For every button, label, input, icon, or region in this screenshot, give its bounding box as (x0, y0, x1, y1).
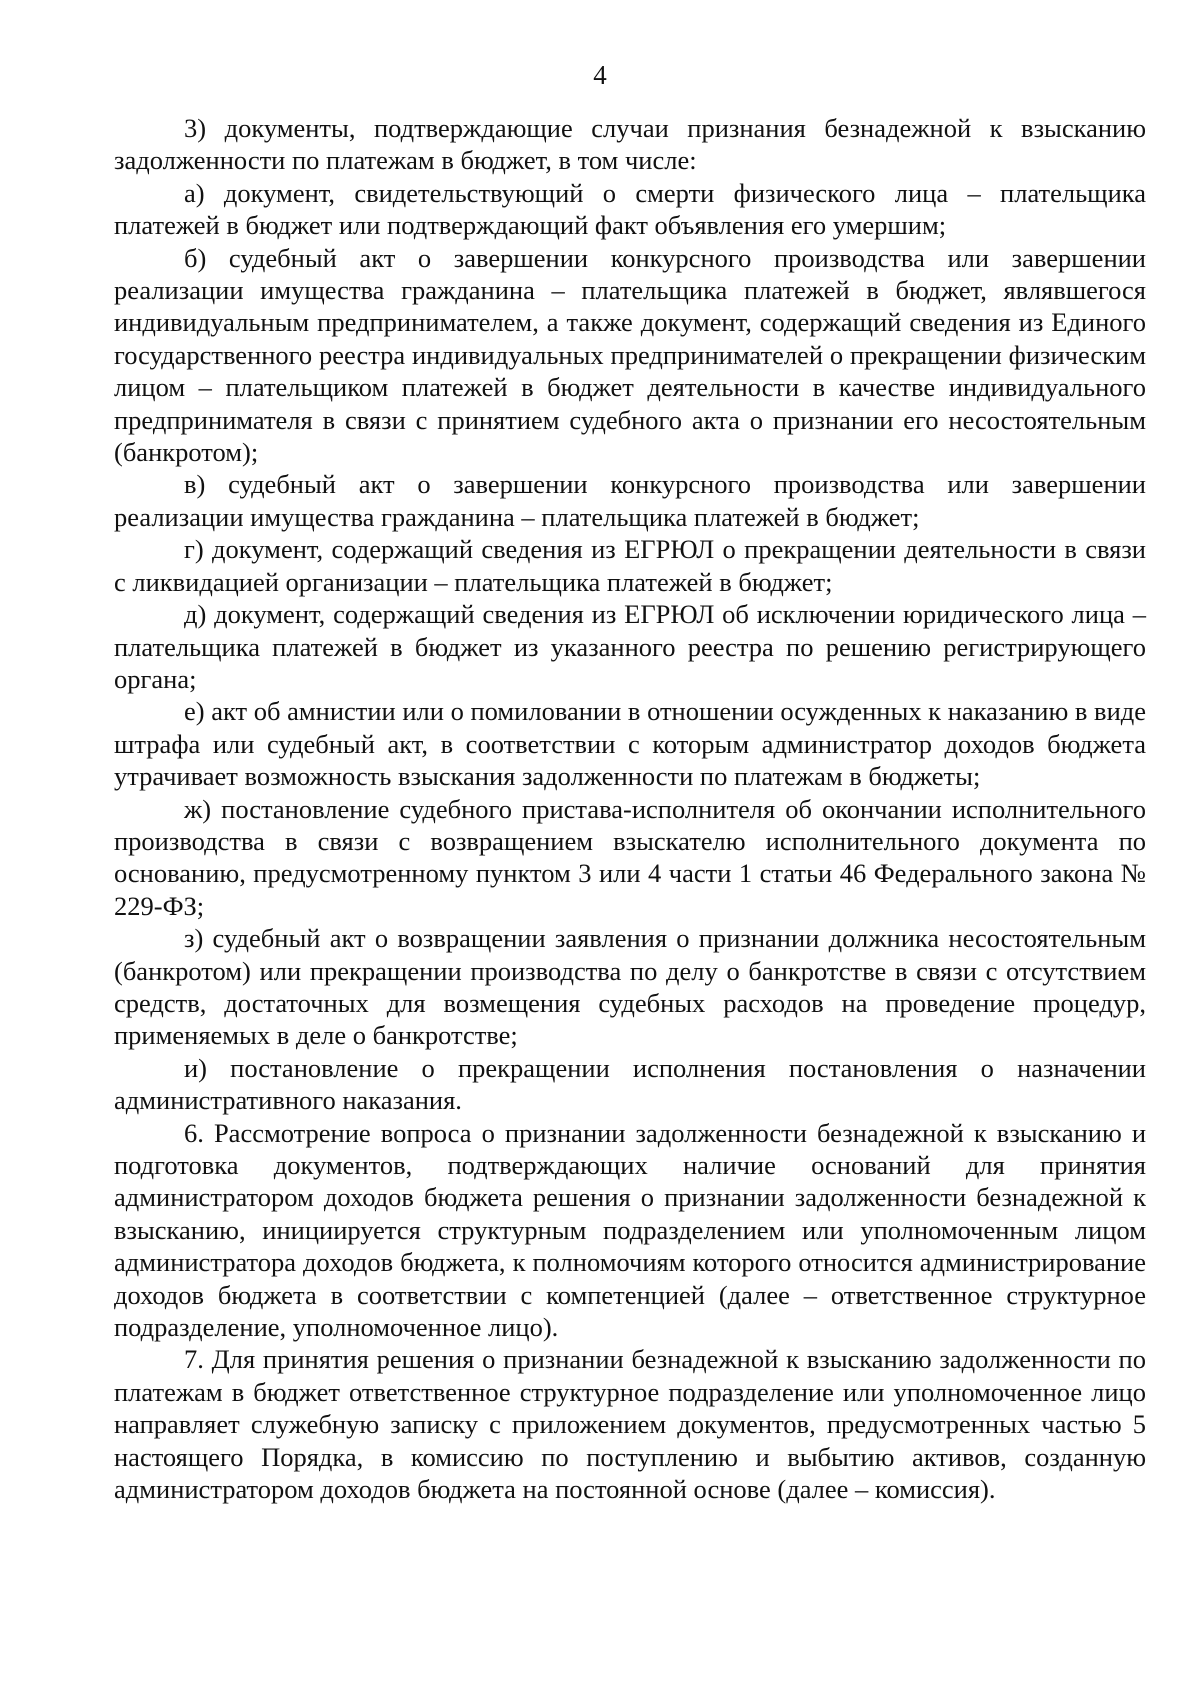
page-number: 4 (593, 60, 607, 90)
paragraph-subitem-v: в) судебный акт о завершении конкурсного производства или завершении реализации имущества гражданина – плательщика платежей в бюджет; (114, 469, 1146, 532)
paragraph-subitem-b: б) судебный акт о завершении конкурсного производства или завершении реализации имущества гражданина – плательщика платежей в бюджет, являвшегося индивидуальным предпринимателем, а также документ, содержащий сведения из Единого государственного реестра индивидуальных предпринимателей о прекращении физическим лицом – плательщиком платежей в бюджет деятельности в качестве индивидуального предпринимателя в связи с принятием судебного акта о признании его несостоятельным (банкротом); (114, 242, 1146, 468)
paragraph-section-7: 7. Для принятия решения о признании безнадежной к взысканию задолженности по платежам в бюджет ответственное структурное подразделение или уполномоченное лицо направляет служебную записку с приложением документов, предусмотренных частью 5 настоящего Порядка, в комиссию по поступлению и выбытию активов, созданную администратором доходов бюджета на постоянной основе (далее – комиссия). (114, 1344, 1146, 1505)
paragraph-subitem-z: з) судебный акт о возвращении заявления о признании должника несостоятельным (банкротом) или прекращении производства по делу о банкротстве в связи с отсутствием средств, достаточных для возмещения судебных расходов на проведение процедур, применяемых в деле о банкротстве; (114, 923, 1146, 1051)
paragraph-subitem-zh: ж) постановление судебного пристава-исполнителя об окончании исполнительного производства в связи с возвращением взыскателю исполнительного документа по основанию, предусмотренному пунктом 3 или 4 части 1 статьи 46 Федерального закона № 229-ФЗ; (114, 793, 1146, 921)
paragraph-section-6: 6. Рассмотрение вопроса о признании задолженности безнадежной к взысканию и подготовка документов, подтверждающих наличие оснований для принятия администратором доходов бюджета решения о признании задолженности безнадежной к взысканию, инициируется структурным подразделением или уполномоченным лицом администратора доходов бюджета, к полномочиям которого относится администрирование доходов бюджета в соответствии с компетенцией (далее – ответственное структурное подразделение, уполномоченное лицо). (114, 1117, 1146, 1343)
paragraph-item-3-documents: 3) документы, подтверждающие случаи признания безнадежной к взысканию задолженности по платежам в бюджет, в том числе: (114, 113, 1146, 176)
document-body (114, 112, 1146, 1505)
paragraph-subitem-e: е) акт об амнистии или о помиловании в отношении осужденных к наказанию в виде штрафа или судебный акт, в соответствии с которым администратор доходов бюджета утрачивает возможность взыскания задолженности по платежам в бюджеты; (114, 696, 1146, 792)
paragraph-subitem-g: г) документ, содержащий сведения из ЕГРЮЛ о прекращении деятельности в связи с ликвидацией организации – плательщика платежей в бюджет; (114, 534, 1146, 597)
paragraph-subitem-i: и) постановление о прекращении исполнения постановления о назначении административного наказания. (114, 1052, 1146, 1116)
paragraph-subitem-d: д) документ, содержащий сведения из ЕГРЮЛ об исключении юридического лица – плательщика платежей в бюджет из указанного реестра по решению регистрирующего органа; (114, 599, 1146, 694)
paragraph-subitem-a: а) документ, свидетельствующий о смерти физического лица – плательщика платежей в бюджет или подтверждающий факт объявления его умершим; (114, 177, 1146, 241)
